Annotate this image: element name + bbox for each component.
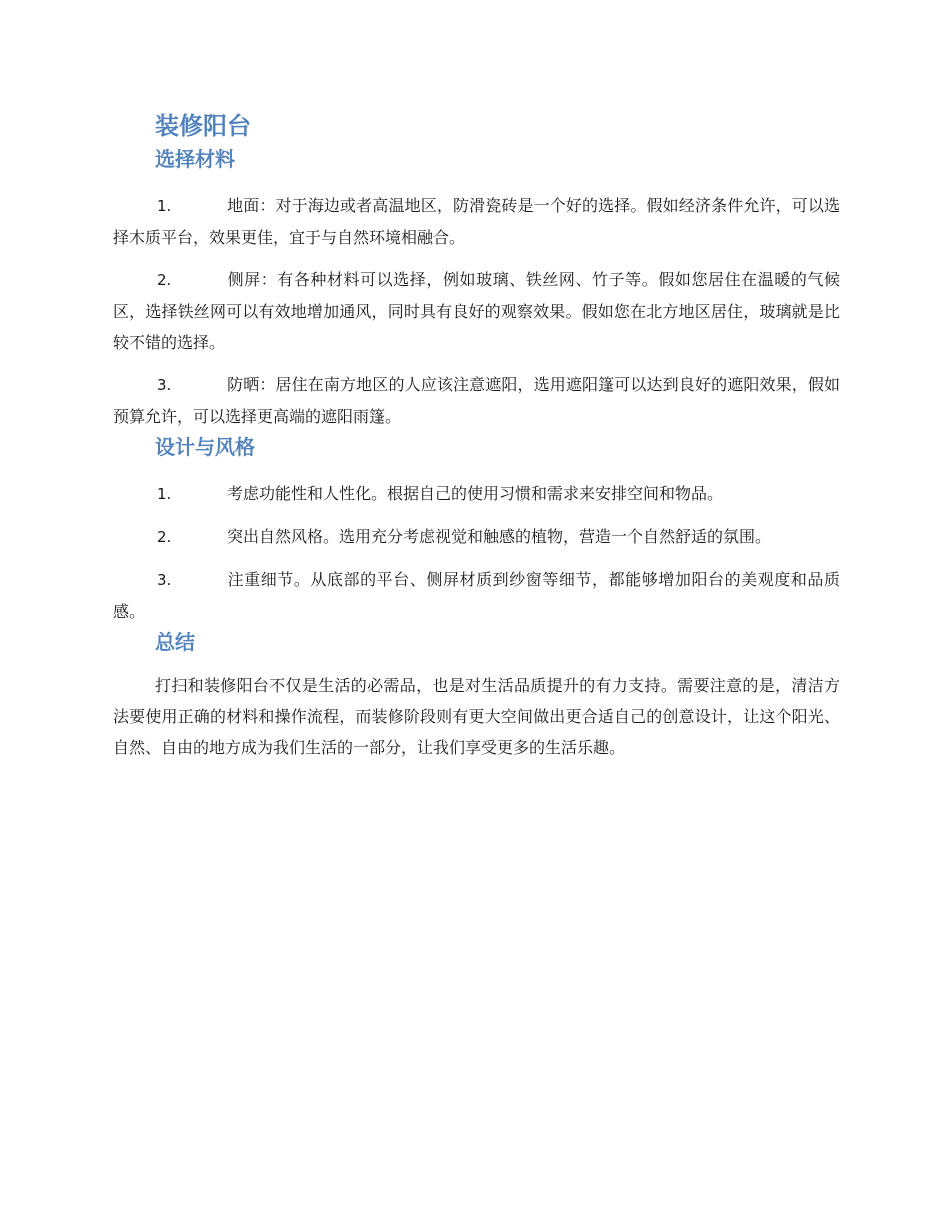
list-item-text: 防晒：居住在南方地区的人应该注意遮阳，选用遮阳篷可以达到良好的遮阳效果，假如预算允许，可以选择更高端的遮阳雨篷。 bbox=[113, 375, 840, 426]
list-item-number: 3. bbox=[157, 376, 172, 394]
list-item-number: 2. bbox=[157, 528, 172, 546]
list-item-number: 3. bbox=[157, 571, 172, 589]
list-item-text: 地面：对于海边或者高温地区，防滑瓷砖是一个好的选择。假如经济条件允许，可以选择木质平台，效果更佳，宜于与自然环境相融合。 bbox=[113, 196, 840, 247]
list-item bbox=[113, 264, 840, 358]
list-item-number: 1. bbox=[157, 485, 172, 503]
design-list bbox=[113, 478, 840, 627]
summary-paragraph: 打扫和装修阳台不仅是生活的必需品，也是对生活品质提升的有力支持。需要注意的是，清洁方法要使用正确的材料和操作流程，而装修阶段则有更大空间做出更合适自己的创意设计，让这个阳光、自然、自由的地方成为我们生活的一部分，让我们享受更多的生活乐趣。 bbox=[113, 676, 840, 757]
document-title: 装修阳台 bbox=[155, 112, 251, 140]
list-item-text: 侧屏：有各种材料可以选择，例如玻璃、铁丝网、竹子等。假如您居住在温暖的气候区，选择铁丝网可以有效地增加通风，同时具有良好的观察效果。假如您在北方地区居住，玻璃就是比较不错的选择。 bbox=[113, 270, 840, 352]
list-item-number: 1. bbox=[157, 197, 172, 215]
section-heading-summary: 总结 bbox=[155, 630, 195, 654]
list-item-text: 注重细节。从底部的平台、侧屏材质到纱窗等细节，都能够增加阳台的美观度和品质感。 bbox=[113, 570, 840, 621]
section-heading-design: 设计与风格 bbox=[155, 435, 255, 459]
materials-list bbox=[113, 190, 840, 432]
section-heading-materials: 选择材料 bbox=[155, 147, 235, 171]
list-item-text: 突出自然风格。选用充分考虑视觉和触感的植物，营造一个自然舒适的氛围。 bbox=[227, 527, 772, 546]
list-item bbox=[113, 478, 840, 510]
list-item bbox=[113, 521, 840, 553]
list-item-number: 2. bbox=[157, 271, 172, 289]
document-content bbox=[113, 108, 840, 763]
list-item bbox=[113, 190, 840, 253]
list-item bbox=[113, 369, 840, 432]
list-item-text: 考虑功能性和人性化。根据自己的使用习惯和需求来安排空间和物品。 bbox=[227, 484, 724, 503]
list-item bbox=[113, 564, 840, 627]
